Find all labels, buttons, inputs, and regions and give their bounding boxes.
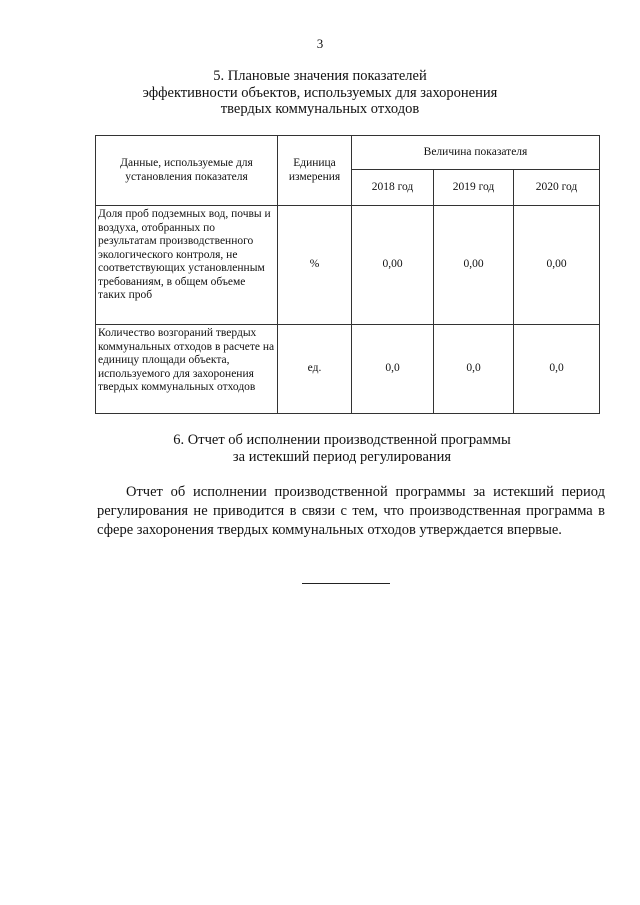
row-unit: ед. <box>278 325 352 414</box>
header-year: 2019 год <box>434 170 514 206</box>
row-unit: % <box>278 206 352 325</box>
table-row <box>96 206 600 325</box>
indicators-table <box>95 135 600 414</box>
row-value: 0,00 <box>514 206 600 325</box>
row-value: 0,00 <box>434 206 514 325</box>
section-6-heading <box>52 432 632 465</box>
row-value: 0,0 <box>434 325 514 414</box>
header-value-group: Величина показателя <box>352 136 600 170</box>
row-value: 0,0 <box>352 325 434 414</box>
header-year: 2018 год <box>352 170 434 206</box>
row-label: Количество возгораний твердых коммунальных отходов в расчете на единицу площади объекта, используемого для захоронения твердых коммунальных отходов <box>96 325 278 414</box>
row-value: 0,0 <box>514 325 600 414</box>
row-label: Доля проб подземных вод, почвы и воздуха, отобранных по результатам производственного экологического контроля, не соответствующих установленным требованиям, в общем объеме таких проб <box>96 206 278 325</box>
header-year: 2020 год <box>514 170 600 206</box>
section-5-heading-line: 5. Плановые значения показателей <box>213 68 427 84</box>
section-5-heading-line: твердых коммунальных отходов <box>220 101 420 117</box>
header-unit-column: Единица измерения <box>278 136 352 206</box>
section-6-heading-line: 6. Отчет об исполнении производственной программы <box>173 432 511 448</box>
section-5-heading <box>0 68 640 118</box>
end-divider <box>302 583 390 584</box>
header-data-column: Данные, используемые для установления показателя <box>96 136 278 206</box>
section-5-heading-line: эффективности объектов, используемых для захоронения <box>142 84 498 101</box>
table-header-row <box>96 136 600 170</box>
report-paragraph: Отчет об исполнении производственной программы за истекший период регулирования не приводится в связи с тем, что производственная программа в сфере захоронения твердых коммунальных отходов утверждается впервые. <box>97 484 605 538</box>
page-number: 3 <box>316 36 324 51</box>
row-value: 0,00 <box>352 206 434 325</box>
table-row <box>96 325 600 414</box>
section-6-heading-line: за истекший период регулирования <box>232 448 452 465</box>
